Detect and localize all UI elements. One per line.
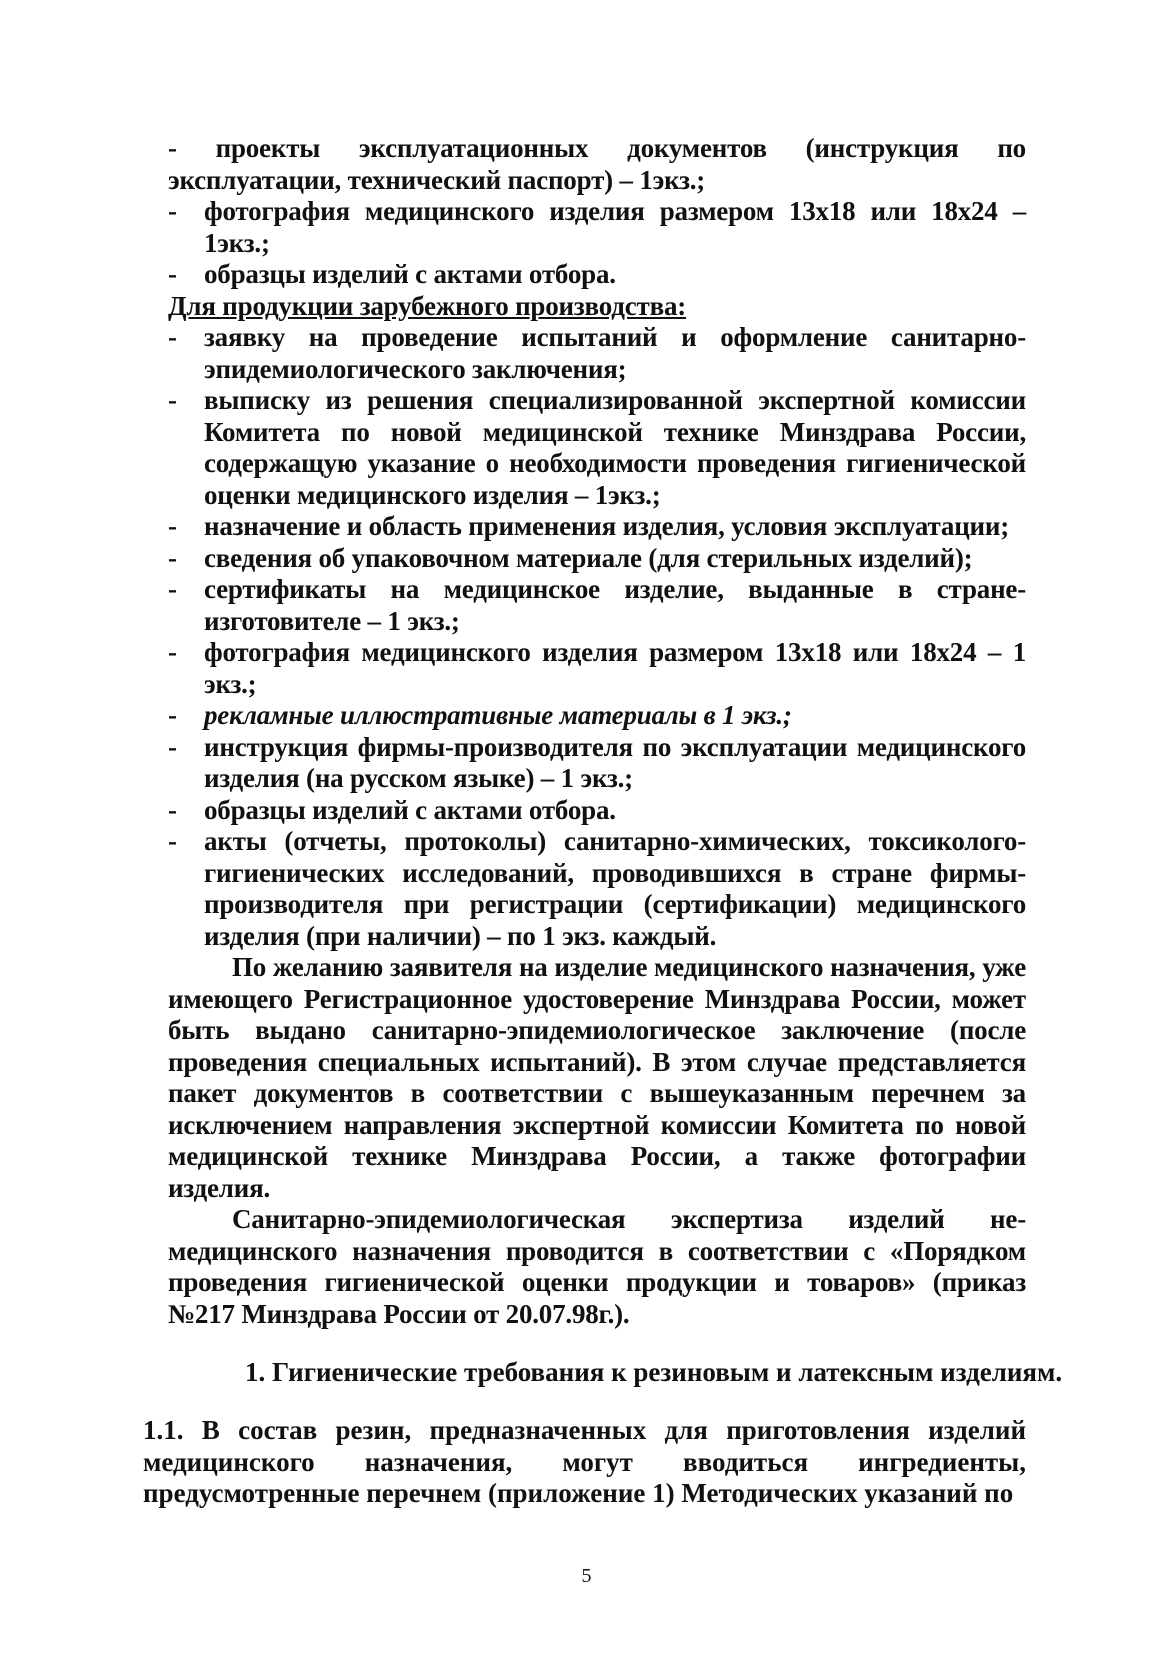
list-dash: - (168, 196, 177, 226)
list-item-text: заявку на проведение испытаний и оформление санитарно-эпидемиологического заключения; (204, 322, 1026, 384)
list-item-text: выписку из решения специализированной экспертной комиссии Комитета по новой медицинской технике Минздрава России, содержащую указание о необходимости проведения гигиенической оценки медицинского изделия – 1экз.; (204, 385, 1026, 510)
list-dash: - (168, 794, 177, 825)
list-dash: - (168, 511, 177, 541)
document-body (168, 133, 1026, 1330)
list-item (168, 385, 1026, 511)
list-item-text: рекламные иллюстративные материалы в 1 экз.; (204, 700, 792, 730)
list-item (168, 795, 1026, 827)
continuation-line: - проекты эксплуатационных документов (инструкция по эксплуатации, технический паспорт) – 1экз.; (168, 133, 1026, 195)
list-item (168, 259, 1026, 291)
foreign-products-heading: Для продукции зарубежного производства: (168, 290, 687, 321)
list-dash: - (168, 385, 177, 415)
list-dash: - (168, 826, 177, 856)
list-item-text: назначение и область применения изделия, условия эксплуатации; (204, 511, 1010, 541)
list-item (168, 322, 1026, 385)
list-item (168, 732, 1026, 795)
page-number: 5 (581, 1565, 592, 1587)
list-item-text: образцы изделий с актами отбора. (204, 259, 616, 289)
list-item-text: фотография медицинского изделия размером 13х18 или 18х24 – 1 экз.; (204, 637, 1026, 699)
section-paragraph: 1.1. В состав резин, предназначенных для приготовления изделий медицинского назначения, могут вводиться ингредиенты, предусмотренные перечнем (приложение 1) Методических указаний по (143, 1415, 1026, 1508)
list-item (168, 196, 1026, 259)
list-item-text: образцы изделий с актами отбора. (204, 794, 616, 825)
list-dash: - (168, 731, 177, 762)
list-item (168, 574, 1026, 637)
list-item-text: сертификаты на медицинское изделие, выданные в стране-изготовителе – 1 экз.; (204, 574, 1026, 636)
list-item-text: сведения об упаковочном материале (для стерильных изделий); (204, 542, 973, 573)
list-dash: - (168, 700, 177, 730)
list-item (168, 511, 1026, 543)
paragraph-non-medical: Санитарно-эпидемиологическая экспертиза изделий не-медицинского назначения проводится в соответствии с «Порядком проведения гигиенической оценки продукции и товаров» (приказ №217 Минздрава России от 20.07.98г.). (168, 1204, 1026, 1329)
list-item-text: фотография медицинского изделия размером 13х18 или 18х24 – 1экз.; (204, 196, 1026, 258)
list-item-text: инструкция фирмы-производителя по эксплуатации медицинского изделия (на русском языке) – 1 экз.; (204, 731, 1026, 793)
list-dash: - (168, 574, 177, 604)
list-item (168, 543, 1026, 575)
paragraph-registration: По желанию заявителя на изделие медицинского назначения, уже имеющего Регистрационное удостоверение Минздрава России, может быть выдано санитарно-эпидемиологическое заключение (после проведения специальных испытаний). В этом случае представляется пакет документов в соответствии с вышеуказанным перечнем за исключением направления экспертной комиссии Комитета по новой медицинской технике Минздрава России, а также фотографии изделия. (168, 952, 1026, 1203)
list-dash: - (168, 322, 177, 352)
list-item (168, 637, 1026, 700)
list-dash: - (168, 637, 177, 667)
list-item (168, 700, 1026, 732)
list-dash: - (168, 259, 177, 289)
section-title: 1. Гигиенические требования к резиновым и латексным изделиям. (245, 1357, 1063, 1387)
list-dash: - (168, 542, 177, 573)
list-item-text: акты (отчеты, протоколы) санитарно-химических, токсиколого-гигиенических исследований, проводившихся в стране фирмы-производителя при регистрации (сертификации) медицинского изделия (при наличии) – по 1 экз. каждый. (204, 826, 1026, 951)
list-item (168, 826, 1026, 952)
